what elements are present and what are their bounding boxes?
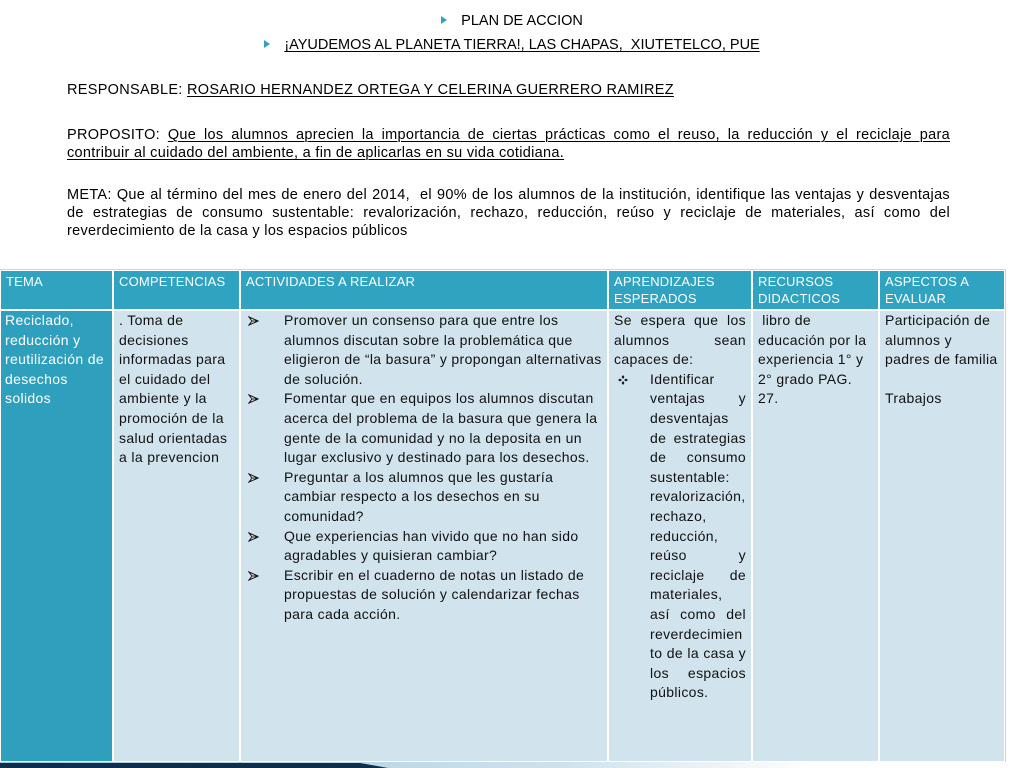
actividades-list: [246, 311, 602, 625]
plan-subtitle: ¡AYUDEMOS AL PLANETA TIERRA!, LAS CHAPAS, XIUTETELCO, PUE: [284, 37, 760, 53]
header-actividades: ACTIVIDADES A REALIZAR: [241, 271, 607, 309]
header-recursos: RECURSOS DIDACTICOS: [753, 271, 878, 309]
cell-aspectos: [880, 311, 1004, 761]
responsable-label: RESPONSABLE:: [67, 82, 183, 98]
meta-value: Que al término del mes de enero del 2014, el 90% de los alumnos de la institución, identifique las ventajas y desventajas de estrategias de consumo sustentable: revalorización, rechazo, reducción, reúso y reciclaje de materiales, así como del reverdecimiento de la casa y los espacios públicos: [67, 187, 955, 239]
cell-aprendizajes: [609, 311, 751, 761]
arrow-bullet-icon: [248, 316, 259, 326]
header-competencias: COMPETENCIAS: [114, 271, 239, 309]
actividad-text: Que experiencias han vivido que no han sido agradables y quisieran cambiar?: [284, 527, 579, 564]
title-line: [0, 12, 1024, 30]
proposito-value: Que los alumnos aprecien la importancia de ciertas prácticas como el reuso, la reducción y el reciclaje para contribuir al cuidado del ambiente, a fin de aplicarlas en su vida cotidiana.: [67, 127, 950, 161]
responsable-line: [67, 81, 950, 99]
cell-competencias: . Toma de decisiones informadas para el cuidado del ambiente y la promoción de la salud orientadas a la prevencion: [114, 311, 239, 761]
plan-title: PLAN DE ACCION: [461, 13, 583, 29]
triangle-bullet-icon: [264, 40, 270, 48]
meta-paragraph: [67, 187, 955, 240]
list-item: [246, 389, 602, 467]
actividad-text: Escribir en el cuaderno de notas un listado de propuestas de solución y calendarizar fechas para cada acción.: [284, 566, 585, 622]
list-item: [246, 468, 602, 527]
aspecto-text: Participación de alumnos y padres de familia: [885, 312, 998, 368]
arrow-bullet-icon: [248, 532, 259, 542]
footer-swoosh: [0, 760, 1024, 768]
aprendizajes-intro: Se espera que los alumnos sean capaces de:: [614, 312, 746, 368]
aspecto-text: Trabajos: [885, 390, 942, 407]
list-item: [614, 370, 746, 703]
aprendizaje-text: Identificar ventajas y desventajas de estrategias de consumo sustentable: revalorización, rechazo, reducción, reúso y reciclaje de materiales, así como del reverdecimiento de la casa y los espacios públicos.: [650, 370, 746, 701]
arrow-bullet-icon: [248, 394, 259, 404]
subtitle-line: [0, 36, 1024, 54]
triangle-bullet-icon: [441, 16, 447, 24]
plan-table: [0, 270, 1005, 762]
header-aspectos: ASPECTOS A EVALUAR: [880, 271, 1004, 309]
meta-label: META:: [67, 187, 112, 203]
arrow-bullet-icon: [248, 473, 259, 483]
proposito-label: PROPOSITO:: [67, 127, 160, 143]
cell-tema: Reciclado, reducción y reutilización de desechos solidos: [1, 311, 112, 761]
header-tema: TEMA: [1, 271, 112, 309]
header-aprendizajes: APRENDIZAJES ESPERADOS: [609, 271, 751, 309]
actividad-text: Fomentar que en equipos los alumnos discutan acerca del problema de la basura que genera la gente de la comunidad y no la deposita en un lugar exclusivo y destinado para los desechos.: [284, 390, 598, 466]
list-item: [246, 566, 602, 625]
recursos-text: libro de educación por la experiencia 1° y 2° grado PAG. 27.: [758, 312, 871, 407]
proposito-paragraph: [67, 126, 950, 162]
responsable-value: ROSARIO HERNANDEZ ORTEGA Y CELERINA GUERRERO RAMIREZ: [186, 82, 674, 98]
actividad-text: Promover un consenso para que entre los alumnos discutan sobre la problemática que eligieron de “la basura” y propongan alternativas de solución.: [284, 312, 602, 387]
arrow-bullet-icon: [248, 571, 259, 581]
diamond-bullet-icon: [618, 375, 628, 385]
cell-recursos: [753, 311, 878, 761]
list-item: [246, 311, 602, 389]
cell-actividades: [241, 311, 607, 761]
actividad-text: Preguntar a los alumnos que les gustaría cambiar respecto a los desechos en su comunidad?: [284, 468, 554, 524]
list-item: [246, 527, 602, 566]
